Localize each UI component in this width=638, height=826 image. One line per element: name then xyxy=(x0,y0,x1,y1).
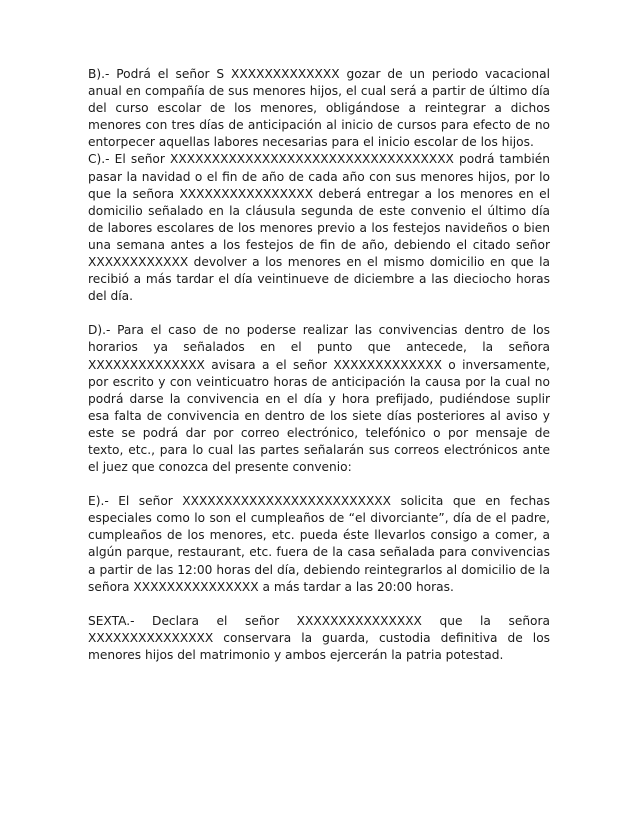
clause-e-paragraph: E).- El señor XXXXXXXXXXXXXXXXXXXXXXXXX solicita que en fechas especiales como lo son el cumpleaños de “el divorciante”, día de el padre, cumpleaños de los menores, etc. pueda éste llevarlos consigo a comer, a algún parque, restaurant, etc. fuera de la casa señalada para convivencias a partir de las 12:00 horas del día, debiendo reintegrarlos al domicilio de la señora XXXXXXXXXXXXXXX a más tardar a las 20:00 horas. xyxy=(88,494,550,594)
document-page xyxy=(88,66,550,664)
clause-d-paragraph: D).- Para el caso de no poderse realizar las convivencias dentro de los horarios ya señalados en el punto que antecede, la señora XXXXXXXXXXXXXX avisara a el señor XXXXXXXXXXXXX o inversamente, por escrito y con veinticuatro horas de anticipación la causa por la cual no podrá darse la convivencia en el día y hora prefijado, pudiéndose suplir esa falta de convivencia en dentro de los siete días posteriores al aviso y este se podrá dar por correo electrónico, telefónico o por mensaje de texto, etc., para lo cual las partes señalarán sus correos electrónicos ante el juez que conozca del presente convenio: xyxy=(88,323,550,475)
clause-c-paragraph: C).- El señor XXXXXXXXXXXXXXXXXXXXXXXXXXXXXXXXXX podrá también pasar la navidad o el fin de año de cada año con sus menores hijos, por lo que la señora XXXXXXXXXXXXXXXX deberá entregar a los menores en el domicilio señalado en la cláusula segunda de este convenio el último día de labores escolares de los menores previo a los festejos navideños o bien una semana antes a los festejos de fin de año, debiendo el citado señor XXXXXXXXXXXX devolver a los menores en el mismo domicilio en que la recibió a más tardar el día veintinueve de diciembre a las dieciocho horas del día. xyxy=(88,152,550,304)
clause-sexta-paragraph: SEXTA.- Declara el señor XXXXXXXXXXXXXXX que la señora XXXXXXXXXXXXXXX conservara la guarda, custodia definitiva de los menores hijos del matrimonio y ambos ejercerán la patria potestad. xyxy=(88,613,550,662)
clause-b-paragraph: B).- Podrá el señor S XXXXXXXXXXXXX gozar de un periodo vacacional anual en compañía de sus menores hijos, el cual será a partir de último día del curso escolar de los menores, obligándose a reintegrar a dichos menores con tres días de anticipación al inicio de cursos para efecto de no entorpecer aquellas labores necesarias para el inicio escolar de los hijos. xyxy=(88,67,550,150)
